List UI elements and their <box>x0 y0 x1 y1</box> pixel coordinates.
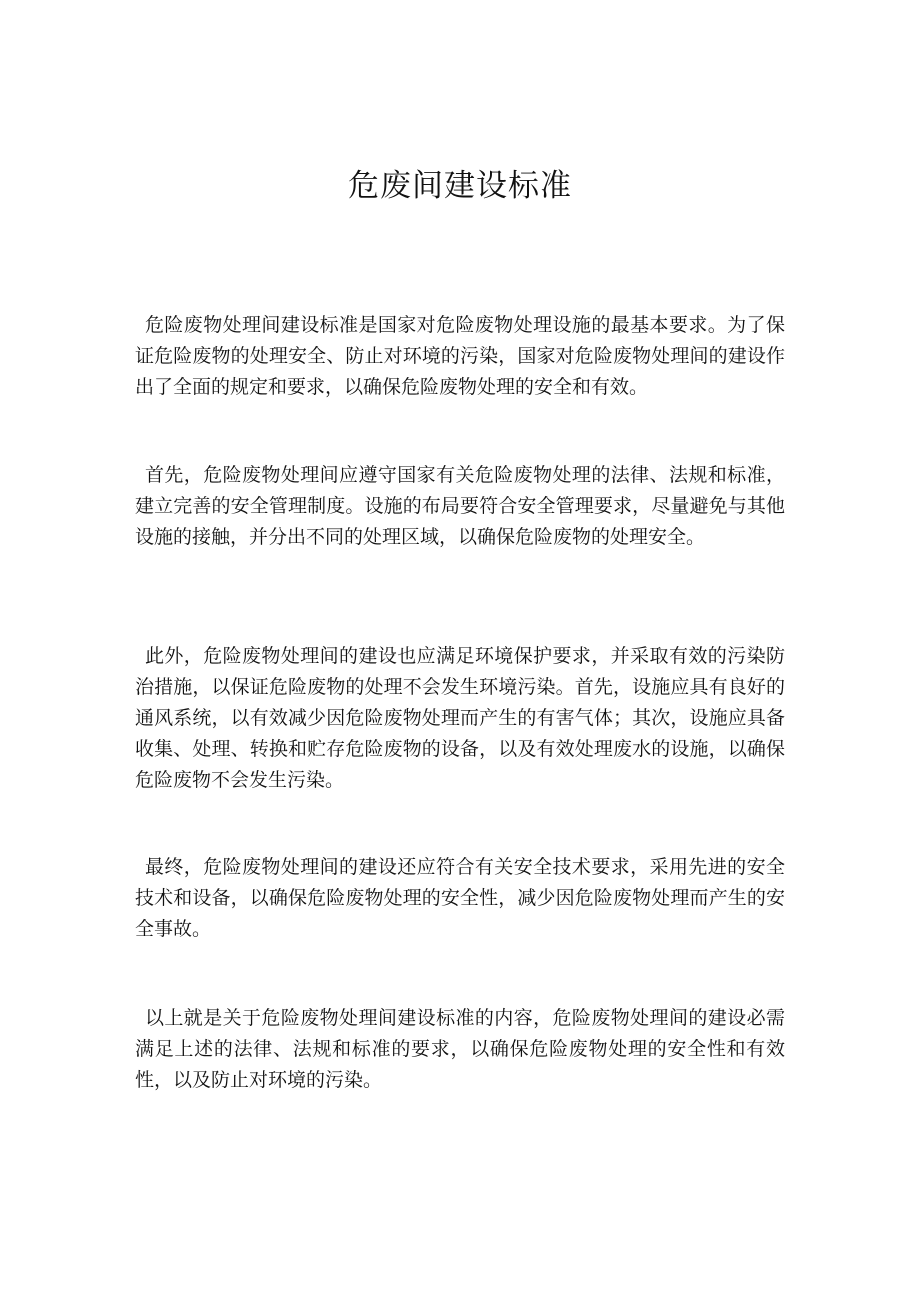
paragraph-intro: 危险废物处理间建设标准是国家对危险废物处理设施的最基本要求。为了保证危险废物的处理安全、防止对环境的污染，国家对危险废物处理间的建设作出了全面的规定和要求，以确保危险废物处理的安全和有效。 <box>135 314 785 398</box>
document-title: 危废间建设标准 <box>348 168 572 204</box>
paragraph-conclusion: 以上就是关于危险废物处理间建设标准的内容，危险废物处理间的建设必需满足上述的法律、法规和标准的要求，以确保危险废物处理的安全性和有效性，以及防止对环境的污染。 <box>135 1007 785 1091</box>
paragraph-environment: 此外，危险废物处理间的建设也应满足环境保护要求，并采取有效的污染防治措施，以保证危险废物的处理不会发生环境污染。首先，设施应具有良好的通风系统，以有效减少因危险废物处理而产生的有害气体；其次，设施应具备收集、处理、转换和贮存危险废物的设备，以及有效处理废水的设施，以确保危险废物不会发生污染。 <box>135 645 785 791</box>
paragraph-safety: 最终，危险废物处理间的建设还应符合有关安全技术要求，采用先进的安全技术和设备，以确保危险废物处理的安全性，减少因危险废物处理而产生的安全事故。 <box>135 856 785 940</box>
paragraph-first: 首先，危险废物处理间应遵守国家有关危险废物处理的法律、法规和标准，建立完善的安全管理制度。设施的布局要符合安全管理要求，尽量避免与其他设施的接触，并分出不同的处理区域，以确保危险废物的处理安全。 <box>135 464 785 548</box>
